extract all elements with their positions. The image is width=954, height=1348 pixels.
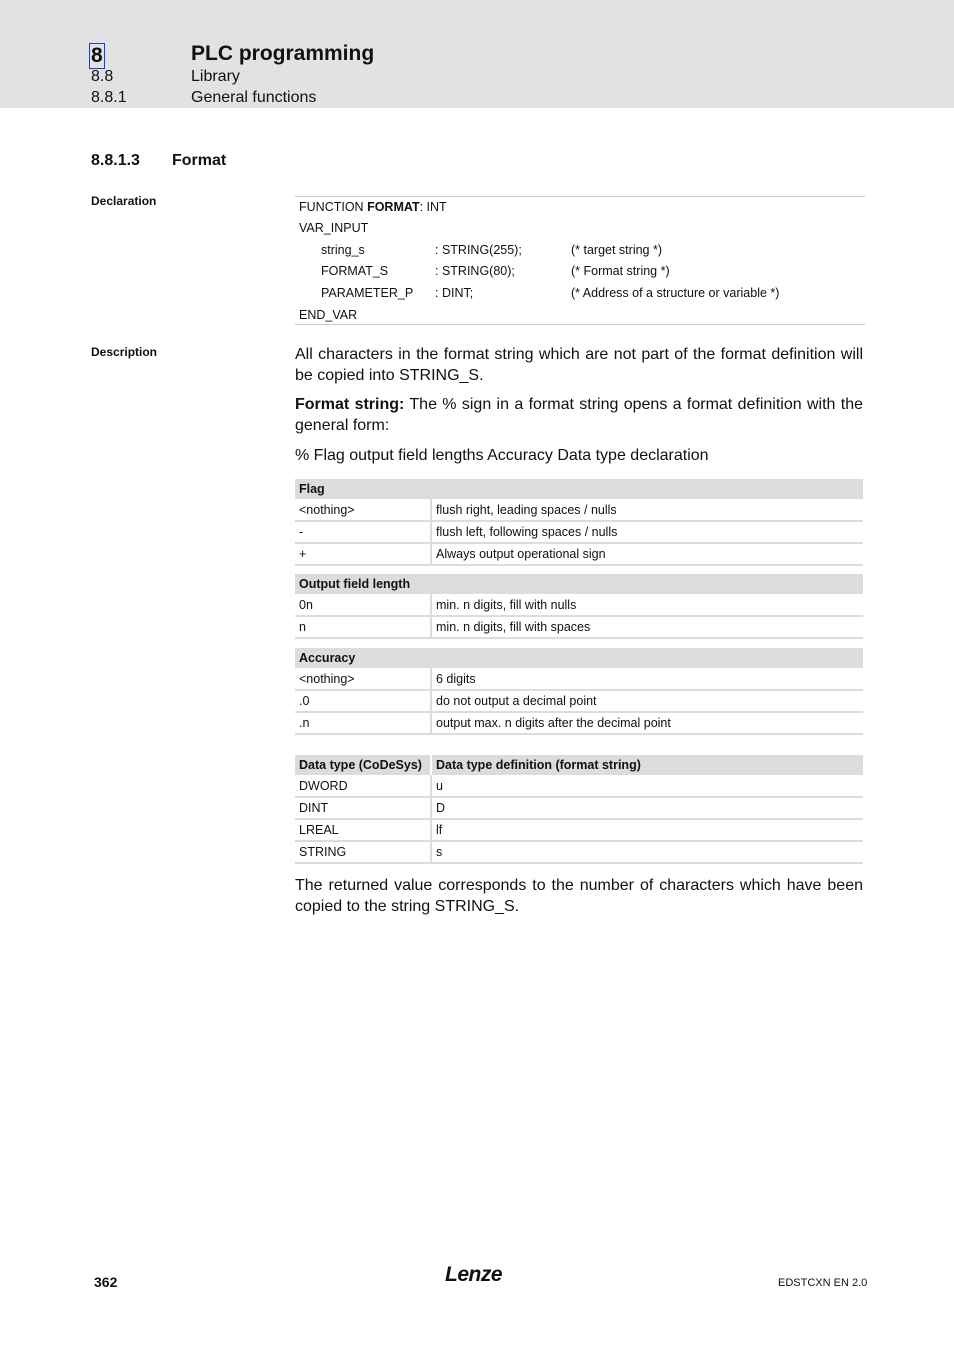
table-cell: -: [295, 521, 431, 543]
var-comment: (* target string *): [571, 243, 663, 257]
table-cell: u: [431, 775, 863, 797]
subsection-number: 8.8.1: [91, 89, 127, 106]
accuracy-table: [295, 648, 863, 735]
table-cell: DINT: [295, 797, 431, 819]
var-name: FORMAT_S: [321, 264, 389, 278]
table-row: [295, 712, 863, 734]
table-cell: +: [295, 543, 431, 565]
table-header: Data type (CoDeSys): [295, 755, 431, 775]
table-cell: lf: [431, 819, 863, 841]
declaration-label: Declaration: [91, 194, 157, 208]
function-line: [299, 199, 447, 215]
heading-title: Format: [172, 152, 227, 169]
table-cell: LREAL: [295, 819, 431, 841]
section-title: Library: [191, 68, 240, 85]
var-name: string_s: [321, 243, 365, 257]
table-row: [295, 543, 863, 565]
table-cell: s: [431, 841, 863, 863]
table-row: [295, 775, 863, 797]
table-row: [295, 668, 863, 690]
function-return: : INT: [419, 200, 447, 214]
table-cell: n: [295, 616, 431, 638]
table-cell: do not output a decimal point: [431, 690, 863, 712]
page-number: 362: [94, 1274, 118, 1290]
table-cell: 0n: [295, 594, 431, 616]
table-row: [295, 797, 863, 819]
table-cell: D: [431, 797, 863, 819]
chapter-number[interactable]: 8: [91, 44, 103, 67]
table-cell: STRING: [295, 841, 431, 863]
var-type: : STRING(80);: [435, 264, 515, 278]
table-cell: <nothing>: [295, 499, 431, 521]
var-name: PARAMETER_P: [321, 286, 414, 300]
table-header: Flag: [295, 479, 863, 499]
table-cell: .0: [295, 690, 431, 712]
table-cell: <nothing>: [295, 668, 431, 690]
table-cell: DWORD: [295, 775, 431, 797]
function-name: FORMAT: [367, 200, 420, 214]
table-row: [295, 521, 863, 543]
declaration-box: [295, 196, 865, 325]
table-row: [295, 819, 863, 841]
var-type: : STRING(255);: [435, 243, 522, 257]
table-cell: 6 digits: [431, 668, 863, 690]
format-string-paragraph: [295, 394, 863, 436]
format-string-term: Format string:: [295, 396, 405, 413]
return-value-paragraph: The returned value corresponds to the number of characters which have been copied to the string STRING_S.: [295, 877, 863, 915]
format-string-text: The % sign in a format string opens a format definition with the general form:: [295, 396, 863, 434]
table-header: Data type definition (format string): [431, 755, 863, 775]
document-code: EDSTCXN EN 2.0: [778, 1277, 868, 1289]
table-cell: .n: [295, 712, 431, 734]
field-length-table: [295, 574, 863, 639]
table-row: [295, 594, 863, 616]
var-comment: (* Address of a structure or variable *): [571, 286, 780, 300]
general-form-line: % Flag output field lengths Accuracy Data type declaration: [295, 447, 709, 464]
flag-table: [295, 479, 863, 566]
var-comment: (* Format string *): [571, 264, 670, 278]
data-type-table: [295, 755, 863, 864]
section-number: 8.8: [91, 68, 114, 85]
description-paragraph: All characters in the format string which are not part of the format definition will be copied into STRING_S.: [295, 346, 863, 384]
table-row: [295, 499, 863, 521]
description-label: Description: [91, 345, 158, 359]
end-var-line: END_VAR: [299, 308, 358, 322]
table-cell: Always output operational sign: [431, 543, 863, 565]
table-cell: flush left, following spaces / nulls: [431, 521, 863, 543]
var-input-line: VAR_INPUT: [299, 221, 369, 235]
table-header: Accuracy: [295, 648, 863, 668]
function-keyword: FUNCTION: [299, 200, 368, 214]
table-cell: min. n digits, fill with spaces: [431, 616, 863, 638]
table-cell: flush right, leading spaces / nulls: [431, 499, 863, 521]
lenze-logo: Lenze: [445, 1263, 503, 1286]
table-row: [295, 690, 863, 712]
chapter-title: PLC programming: [191, 42, 375, 65]
table-row: [295, 616, 863, 638]
table-cell: output max. n digits after the decimal point: [431, 712, 863, 734]
subsection-title: General functions: [191, 89, 317, 106]
table-header: Output field length: [295, 574, 863, 594]
var-type: : DINT;: [435, 286, 474, 300]
table-row: [295, 841, 863, 863]
heading-number: 8.8.1.3: [91, 152, 140, 169]
table-cell: min. n digits, fill with nulls: [431, 594, 863, 616]
header-band: [0, 0, 954, 108]
